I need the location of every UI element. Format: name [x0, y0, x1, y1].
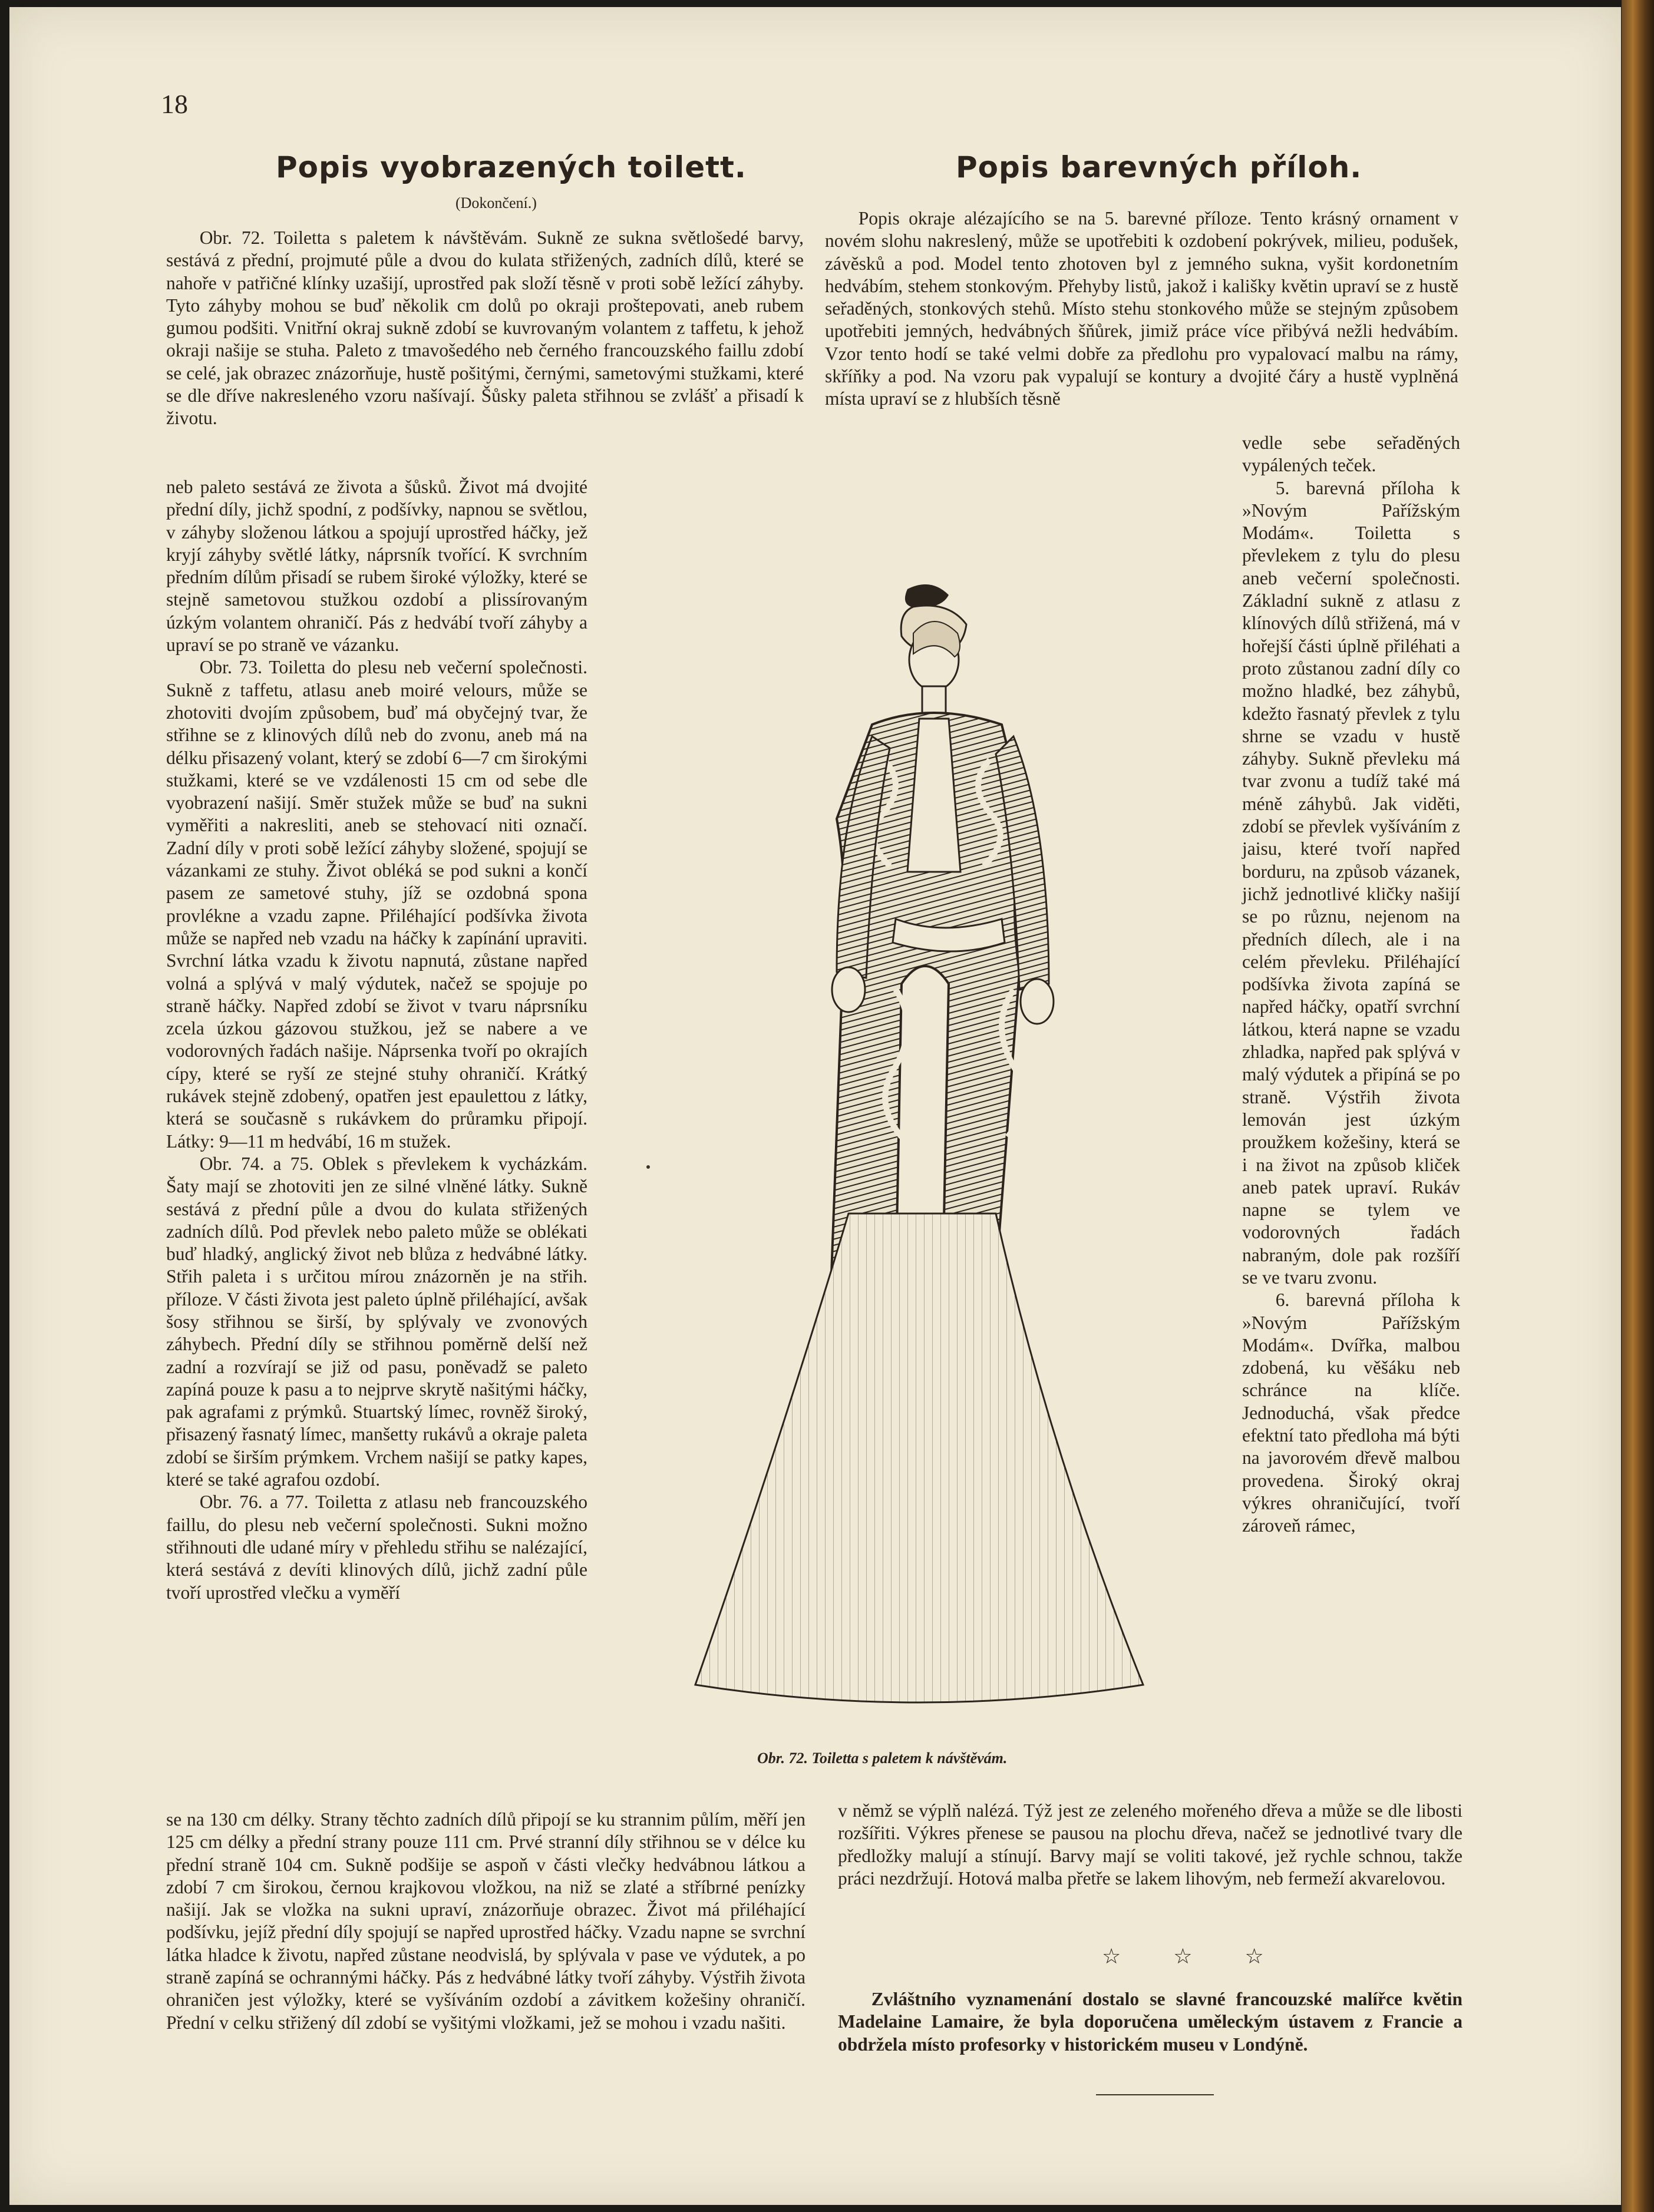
woman-in-paletot-figure: [660, 566, 1155, 1744]
paragraph-obr73: Obr. 73. Toiletta do plesu neb večerní společnosti. Sukně z taffetu, atlasu aneb moiré velours, může se zhotoviti dvojím způsobem, buď má obyčejný tvar, že střihne se z klinových dílů neb do zvonu, aneb má na délku přisazený volant, který se zdobí 6—7 cm širokými stužkami, které se ve vzdálenosti 15 cm od sebe dle vyobrazení našijí. Směr stužek může se buď na sukni vyměřiti a nakresliti, aneb se stehovací niti označí. Zadní díly v proti sobě ležící záhyby složené, spojují se vázankami ze stuhy. Život obléká se pod sukni a končí pasem ze sametové stuhy, jíž se ozdobná spona provlékne a vzadu zapne. Přiléhající podšívka života může se napřed neb vzadu na háčky k zapínání upraviti. Svrchní látka vzadu k životu napnutá, zůstane napřed volná a splývá v malý výdutek, načež se spojuje po straně háčky. Napřed zdobí se život v tvaru náprsníku zcela úzkou gázovou stužkou, jež se nabere a ve vodorovných řadách našije. Náprsenka tvoří po okrajích cípy, které se ryší ze stejné stuhy ohraničí. Krátký rukávek stejně zdobený, opatřen jest epaulettou z látky, která se současně s rukávkem do průramku připojí. Látky: 9—11 m hedvábí, 16 m stužek.: [166, 657, 587, 1152]
figure-caption: Obr. 72. Toiletta s paletem k návštěvám.: [757, 1750, 1008, 1767]
paragraph-paleto: neb paleto sestává ze života a šůsků. Život má dvojité přední díly, jichž spodní, z podšívky, napnou se světlou, v záhyby složenou látkou a spojují uprostřed háčky, jež kryjí záhyby světlé látky, náprsník tvořící. K svrchním předním dílům přisadí se rubem široké výložky, které se stejně sametovou stužkou ozdobí a plissírovaným úzkým volantem ohraničí. Pás z hedvábí tvoří záhyby a upraví se po straně ve vázanku.: [166, 477, 587, 656]
left-column-narrow: [166, 476, 587, 1604]
book-spine: [1622, 0, 1654, 2212]
paragraph-obr76-77: Obr. 76. a 77. Toiletta z atlasu neb francouzského faillu, do plesu neb večerní společnosti. Sukni možno střihnouti dle udané míry v přehledu střihu se nalézající, která sestává z devíti klinových dílů, jichž zadní půle tvoří uprostřed vlečku a vyměří: [166, 1492, 587, 1603]
left-column-top: [166, 227, 804, 430]
paragraph-plate5: 5. barevná příloha k »Novým Pařížským Modám«. Toiletta s převlekem z tylu do plesu aneb večerní společnosti. Základní sukně z atlasu z klínových dílů střižená, má v hořejší části úplně přiléhati a proto zůstanou zadní díly co možno hladké, bez záhybů, kdežto řasnatý převlek z tylu shrne se vzadu v hustě záhyby. Sukně převleku má tvar zvonu a tudíž také má méně záhybů. Jak viděti, zdobí se převlek vyšíváním z jaisu, které tvoří napřed borduru, na způsob vázanek, jichž jednotlivé kličky našijí se po různu, nejenom na předních dílech, ale i na celém převleku. Přiléhající podšívka života zapíná se napřed háčky, opatří svrchní látkou, která napne se vzadu zhladka, napřed pak splývá v malý výdutek a připíná se po straně. Výstřih života lemován jest úzkým proužkem kožešiny, která se i na život na způsob kliček aneb patek upraví. Rukáv napne se tylem ve vodorovných řadách nabraným, dole pak rozšíří se ve tvaru zvonu.: [1242, 477, 1460, 1288]
section-divider-stars: ☆ ☆ ☆: [1102, 1945, 1287, 1968]
right-column-top: [825, 207, 1458, 411]
paragraph-obr74-75: Obr. 74. a 75. Oblek s převlekem k vycházkám. Šaty mají se zhotoviti jen ze silné vlněné látky. Sukně sestává z přední půle a dvou do kulata střižených zadních dílů. Pod převlek nebo paleto může se oblékati buď hladký, anglický život neb blůza z hedvábné látky. Střih paleta i s určitou mírou znázorněn je na střih. příloze. V části života jest paleto úplně přiléhající, avšak šosy střihnou se širší, by splývaly ve zvonových záhybech. Přední díly se střihnou poměrně delší než zadní a rozvírají se již od pasu, poněvadž se paleto zapíná pouze k pasu a to nejprve skrytě našitými háčky, pak agrafami z prýmků. Stuartský límec, rovněž široký, přisazený řasnatý límec, manšetty rukávů a okraje paleta zdobí se širším prýmkem. Vrchem našijí se patky kapes, které se také agrafou ozdobí.: [166, 1153, 587, 1490]
paragraph-plate6: 6. barevná příloha k »Novým Pařížským Modám«. Dvířka, malbou zdobená, ku věšáku neb schránce na klíče. Jednoduchá, však předce efektní tato předloha má býti na javorovém dřevě malbou provedena. Široký okraj výkres ohraničující, tvoří zároveň rámec,: [1242, 1289, 1460, 1536]
left-section-title: Popis vyobrazených toilett.: [276, 150, 747, 184]
paragraph-ornament-tail: vedle sebe seřaděných vypálených teček.: [1242, 432, 1460, 476]
right-section-title: Popis barevných příloh.: [956, 150, 1362, 184]
paragraph-obr76-continued: se na 130 cm délky. Strany těchto zadních dílů připojí se ku strannim půlím, měří jen 125 cm délky a přední strany pouze 111 cm. Prvé stranní díly střihnou se v délce ku přední straně 104 cm. Sukně podšije se aspoň v části vlečky hedvábnou látkou a zdobí 7 cm širokou, černou krajkovou vložkou, na niž se zlaté a stříbrné penízky našijí. Jak se vložka na sukni upraví, znázorňuje obrazec. Život má přiléhající podšívku, jejíž přední díly spojují se napřed uprostřed háčky. Vzadu napne se svrchní látka hladce k životu, napřed zůstane neodvislá, by splývala v pase ve výdutek, a po straně zapíná se ochrannými háčky. Pás z hedvábné látky tvoří záhyby. Výstřih života ohraničen jest výložky, které se vyšíváním ozdobí a závitkem kožešiny ohraničí. Přední v celku střižený díl zdobí se vyšitými vložkami, jež se mohou i vzadu našiti.: [166, 1809, 805, 2033]
right-column-news: [838, 1988, 1462, 2056]
right-column-bottom: [838, 1800, 1462, 1890]
continued-note: (Dokončení.): [455, 194, 537, 211]
left-column-bottom: [166, 1808, 805, 2034]
paragraph-plate6-continued: v němž se výplň nalézá. Týž jest ze zeleného mořeného dřeva a může se dle libosti rozšířiti. Výkres přenese se pausou na plochu dřeva, načež se jednotlivé tvary dle předložky malují a stínují. Barvy mají se voliti takové, jež rychle schnou, takže práci nezdržují. Hotová malba přetře se lakem lihovým, neb fermeží akvarelovou.: [838, 1800, 1462, 1889]
paragraph-obr72: Obr. 72. Toiletta s paletem k návštěvám. Sukně ze sukna světlošedé barvy, sestává z přední, projmuté půle a dvou do kulata střižených, zadních dílů, které se nahoře v patřičné klínky uzašijí, uprostřed pak složí těsně v proti sobě ležící záhyby. Tyto záhyby mohou se buď několik cm dolů po okraji proštepovati, aneb rubem gumou podšiti. Vnitřní okraj sukně zdobí se kuvrovaným volantem z taffetu, k jehož okraji našije se stuha. Paleto z tmavošedého neb černého francouzského faillu zdobí se celé, jak obrazec znázorňuje, hustě pošitými, černými, sametovými stužkami, které se dle dříve nakresleného vzoru našívají. Šůsky paleta střihnou se zvlášť a přisadí k životu.: [166, 227, 804, 429]
print-speck: [646, 1165, 650, 1169]
fashion-illustration: [660, 566, 1155, 1744]
right-column-narrow: [1242, 432, 1460, 1538]
paragraph-news: Zvláštního vyznamenání dostalo se slavné francouzské malířce květin Madelaine Lamaire, že byla doporučena uměleckým ústavem z Francie a obdržela místo profesorky v historickém museu v Londýně.: [838, 1989, 1462, 2055]
paragraph-border-ornament: Popis okraje alézajícího se na 5. barevné příloze. Tento krásný ornament v novém slohu nakreslený, může se upotřebiti k ozdobení pokrývek, milieu, podušek, závěsků a pod. Model tento zhotoven byl z jemného sukna, vyšit kordonetním hedvábím, stehem stonkovým. Přehyby listů, jakož i kališky květin upraví se z hustě seřaděných, stonkových stehů. Místo stehu stonkového může se stejným způsobem upotřebiti jemných, hedvábných šňůrek, jimiž práce více přibývá nežli hedvábím. Vzor tento hodí se také velmi dobře za předlohu pro vypalovací malbu na rámy, skříňky a pod. Na vzoru pak vypalují se kontury a dvojité čáry a hustě vyplněná místa upraví se z hlubších těsně: [825, 208, 1458, 409]
page-number: 18: [161, 89, 188, 119]
end-rule: [1096, 2094, 1214, 2095]
